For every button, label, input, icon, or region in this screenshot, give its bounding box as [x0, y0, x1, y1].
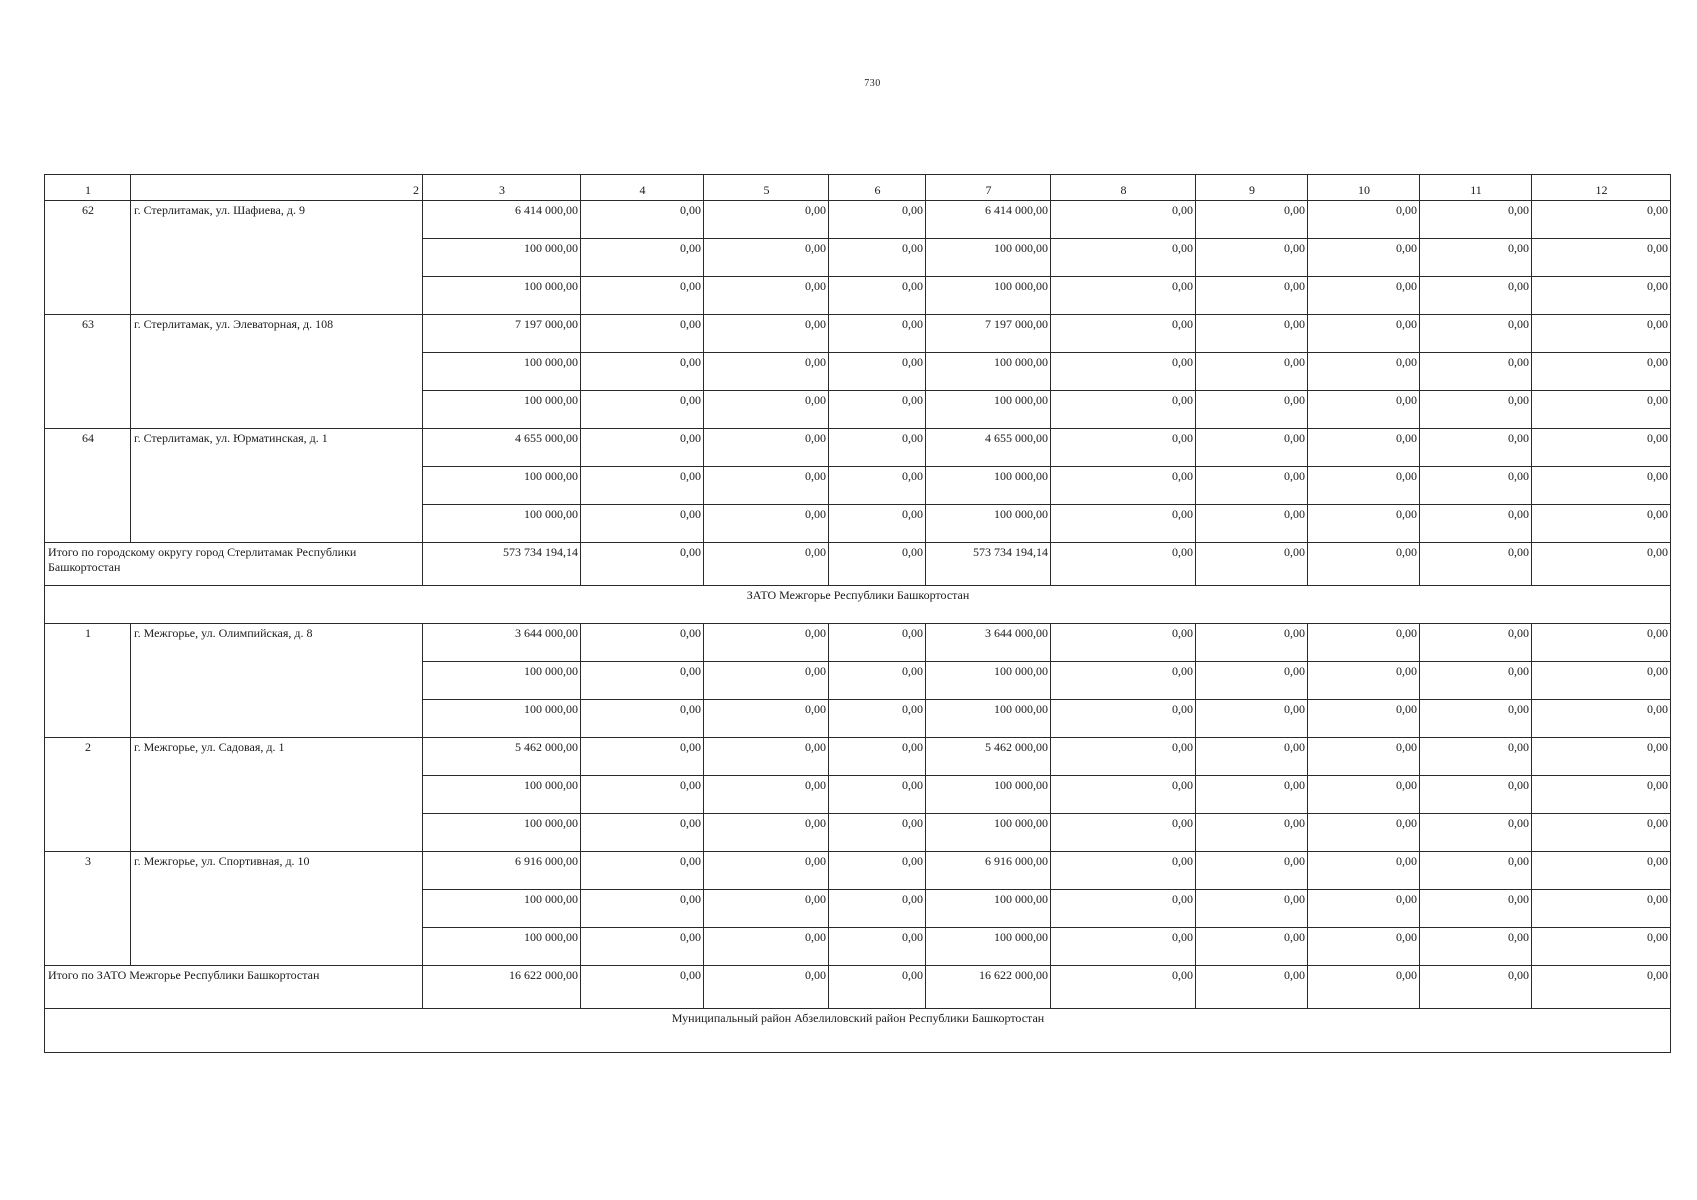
amount-cell: 0,00 — [829, 429, 926, 467]
amount-cell: 0,00 — [704, 890, 829, 928]
object-address: г. Стерлитамак, ул. Элеваторная, д. 108 — [131, 315, 423, 429]
amount-cell: 0,00 — [1420, 814, 1532, 852]
amount-cell: 0,00 — [1051, 239, 1196, 277]
amount-cell: 100 000,00 — [926, 391, 1051, 429]
column-number-9: 9 — [1196, 175, 1308, 201]
amount-cell: 7 197 000,00 — [926, 315, 1051, 353]
table-row — [45, 315, 1671, 353]
total-label: Итого по городскому округу город Стерлитамак Республики Башкортостан — [45, 543, 423, 586]
section-row — [45, 586, 1671, 624]
amount-cell: 0,00 — [1196, 467, 1308, 505]
amount-cell: 100 000,00 — [926, 890, 1051, 928]
amount-cell: 0,00 — [704, 814, 829, 852]
amount-cell: 0,00 — [704, 662, 829, 700]
total-amount-cell: 573 734 194,14 — [926, 543, 1051, 586]
amount-cell: 0,00 — [1196, 239, 1308, 277]
amount-cell: 0,00 — [1308, 890, 1420, 928]
amount-cell: 0,00 — [1532, 852, 1671, 890]
amount-cell: 0,00 — [581, 201, 704, 239]
total-amount-cell: 0,00 — [1532, 966, 1671, 1009]
amount-cell: 6 414 000,00 — [423, 201, 581, 239]
amount-cell: 0,00 — [1196, 700, 1308, 738]
amount-cell: 0,00 — [1420, 353, 1532, 391]
column-number-12: 12 — [1532, 175, 1671, 201]
amount-cell: 0,00 — [704, 391, 829, 429]
amount-cell: 4 655 000,00 — [423, 429, 581, 467]
amount-cell: 0,00 — [581, 467, 704, 505]
column-number-11: 11 — [1420, 175, 1532, 201]
amount-cell: 0,00 — [829, 315, 926, 353]
amount-cell: 100 000,00 — [926, 662, 1051, 700]
amount-cell: 100 000,00 — [423, 662, 581, 700]
amount-cell: 0,00 — [581, 353, 704, 391]
amount-cell: 0,00 — [704, 738, 829, 776]
amount-cell: 0,00 — [1051, 738, 1196, 776]
amount-cell: 0,00 — [1308, 738, 1420, 776]
amount-cell: 0,00 — [581, 700, 704, 738]
amount-cell: 0,00 — [1420, 277, 1532, 315]
amount-cell: 100 000,00 — [423, 890, 581, 928]
object-address: г. Стерлитамак, ул. Шафиева, д. 9 — [131, 201, 423, 315]
amount-cell: 0,00 — [829, 277, 926, 315]
column-number-3: 3 — [423, 175, 581, 201]
amount-cell: 0,00 — [1051, 624, 1196, 662]
amount-cell: 0,00 — [1196, 353, 1308, 391]
amount-cell: 0,00 — [1532, 277, 1671, 315]
amount-cell: 0,00 — [581, 239, 704, 277]
amount-cell: 0,00 — [1308, 814, 1420, 852]
amount-cell: 0,00 — [704, 928, 829, 966]
amount-cell: 0,00 — [1308, 391, 1420, 429]
amount-cell: 100 000,00 — [926, 928, 1051, 966]
total-amount-cell: 0,00 — [829, 966, 926, 1009]
amount-cell: 0,00 — [829, 928, 926, 966]
amount-cell: 4 655 000,00 — [926, 429, 1051, 467]
total-amount-cell: 0,00 — [704, 543, 829, 586]
amount-cell: 0,00 — [1308, 928, 1420, 966]
amount-cell: 0,00 — [1532, 624, 1671, 662]
total-amount-cell: 0,00 — [581, 543, 704, 586]
total-amount-cell: 0,00 — [1532, 543, 1671, 586]
amount-cell: 0,00 — [1308, 624, 1420, 662]
amount-cell: 100 000,00 — [926, 700, 1051, 738]
amount-cell: 100 000,00 — [926, 467, 1051, 505]
amount-cell: 0,00 — [1420, 890, 1532, 928]
amount-cell: 100 000,00 — [423, 353, 581, 391]
amount-cell: 0,00 — [581, 662, 704, 700]
amount-cell: 6 414 000,00 — [926, 201, 1051, 239]
amount-cell: 0,00 — [581, 928, 704, 966]
object-number: 62 — [45, 201, 131, 315]
amount-cell: 5 462 000,00 — [926, 738, 1051, 776]
amount-cell: 100 000,00 — [423, 239, 581, 277]
section-title: ЗАТО Межгорье Республики Башкортостан — [45, 586, 1671, 624]
amount-cell: 0,00 — [704, 277, 829, 315]
amount-cell: 0,00 — [1051, 852, 1196, 890]
total-amount-cell: 573 734 194,14 — [423, 543, 581, 586]
amount-cell: 0,00 — [829, 814, 926, 852]
total-amount-cell: 16 622 000,00 — [423, 966, 581, 1009]
amount-cell: 0,00 — [704, 776, 829, 814]
column-number-6: 6 — [829, 175, 926, 201]
amount-cell: 0,00 — [1532, 928, 1671, 966]
amount-cell: 6 916 000,00 — [926, 852, 1051, 890]
total-amount-cell: 0,00 — [1196, 543, 1308, 586]
amount-cell: 0,00 — [1196, 852, 1308, 890]
amount-cell: 0,00 — [1308, 505, 1420, 543]
amount-cell: 0,00 — [1196, 624, 1308, 662]
section-row — [45, 1009, 1671, 1053]
column-number-8: 8 — [1051, 175, 1196, 201]
total-row — [45, 543, 1671, 586]
total-amount-cell: 0,00 — [1308, 966, 1420, 1009]
amount-cell: 0,00 — [1420, 662, 1532, 700]
amount-cell: 0,00 — [704, 315, 829, 353]
amount-cell: 0,00 — [829, 239, 926, 277]
amount-cell: 0,00 — [1308, 776, 1420, 814]
amount-cell: 0,00 — [1196, 776, 1308, 814]
amount-cell: 0,00 — [1532, 467, 1671, 505]
amount-cell: 0,00 — [581, 624, 704, 662]
amount-cell: 0,00 — [1532, 391, 1671, 429]
table-row — [45, 429, 1671, 467]
amount-cell: 0,00 — [1051, 277, 1196, 315]
amount-cell: 0,00 — [1051, 890, 1196, 928]
amount-cell: 0,00 — [1051, 928, 1196, 966]
amount-cell: 0,00 — [1420, 315, 1532, 353]
amount-cell: 0,00 — [581, 890, 704, 928]
amount-cell: 100 000,00 — [926, 505, 1051, 543]
total-amount-cell: 0,00 — [581, 966, 704, 1009]
amount-cell: 0,00 — [1308, 239, 1420, 277]
amount-cell: 7 197 000,00 — [423, 315, 581, 353]
amount-cell: 0,00 — [1051, 467, 1196, 505]
amount-cell: 0,00 — [1308, 700, 1420, 738]
amount-cell: 0,00 — [581, 776, 704, 814]
object-number: 3 — [45, 852, 131, 966]
amount-cell: 0,00 — [1420, 776, 1532, 814]
amount-cell: 0,00 — [1196, 201, 1308, 239]
table-row — [45, 624, 1671, 662]
amount-cell: 0,00 — [829, 662, 926, 700]
table-row — [45, 201, 1671, 239]
amount-cell: 0,00 — [1532, 429, 1671, 467]
amount-cell: 0,00 — [581, 429, 704, 467]
amount-cell: 0,00 — [1051, 201, 1196, 239]
amount-cell: 0,00 — [704, 700, 829, 738]
amount-cell: 100 000,00 — [423, 505, 581, 543]
amount-cell: 0,00 — [704, 201, 829, 239]
amount-cell: 0,00 — [581, 315, 704, 353]
amount-cell: 0,00 — [1196, 429, 1308, 467]
amount-cell: 0,00 — [1420, 738, 1532, 776]
amount-cell: 0,00 — [1420, 467, 1532, 505]
total-amount-cell: 0,00 — [1308, 543, 1420, 586]
amount-cell: 0,00 — [829, 201, 926, 239]
header-row — [45, 175, 1671, 201]
amount-cell: 100 000,00 — [926, 239, 1051, 277]
amount-cell: 0,00 — [1196, 662, 1308, 700]
amount-cell: 0,00 — [1532, 776, 1671, 814]
table-row — [45, 738, 1671, 776]
amount-cell: 0,00 — [829, 391, 926, 429]
amount-cell: 0,00 — [1196, 738, 1308, 776]
amount-cell: 0,00 — [1420, 391, 1532, 429]
amount-cell: 0,00 — [1532, 505, 1671, 543]
amount-cell: 100 000,00 — [926, 776, 1051, 814]
amount-cell: 0,00 — [1051, 505, 1196, 543]
amount-cell: 0,00 — [704, 467, 829, 505]
object-address: г. Стерлитамак, ул. Юрматинская, д. 1 — [131, 429, 423, 543]
table-body — [45, 175, 1671, 1053]
amount-cell: 0,00 — [1051, 662, 1196, 700]
amount-cell: 0,00 — [1196, 890, 1308, 928]
amount-cell: 0,00 — [581, 505, 704, 543]
amount-cell: 100 000,00 — [423, 776, 581, 814]
object-address: г. Межгорье, ул. Спортивная, д. 10 — [131, 852, 423, 966]
amount-cell: 100 000,00 — [423, 700, 581, 738]
amount-cell: 0,00 — [1196, 277, 1308, 315]
amount-cell: 6 916 000,00 — [423, 852, 581, 890]
amount-cell: 0,00 — [1420, 928, 1532, 966]
amount-cell: 0,00 — [581, 738, 704, 776]
amount-cell: 0,00 — [829, 852, 926, 890]
amount-cell: 100 000,00 — [926, 277, 1051, 315]
amount-cell: 0,00 — [1420, 852, 1532, 890]
total-amount-cell: 16 622 000,00 — [926, 966, 1051, 1009]
object-address: г. Межгорье, ул. Садовая, д. 1 — [131, 738, 423, 852]
amount-cell: 0,00 — [704, 239, 829, 277]
amount-cell: 5 462 000,00 — [423, 738, 581, 776]
amount-cell: 0,00 — [1420, 700, 1532, 738]
amount-cell: 0,00 — [1051, 776, 1196, 814]
amount-cell: 0,00 — [1308, 467, 1420, 505]
amount-cell: 3 644 000,00 — [926, 624, 1051, 662]
amount-cell: 0,00 — [1308, 662, 1420, 700]
amount-cell: 0,00 — [829, 353, 926, 391]
amount-cell: 0,00 — [1420, 624, 1532, 662]
amount-cell: 0,00 — [829, 776, 926, 814]
amount-cell: 0,00 — [1420, 239, 1532, 277]
amount-cell: 0,00 — [1308, 852, 1420, 890]
column-number-2: 2 — [131, 175, 423, 201]
total-amount-cell: 0,00 — [1051, 543, 1196, 586]
amount-cell: 0,00 — [829, 738, 926, 776]
total-label: Итого по ЗАТО Межгорье Республики Башкортостан — [45, 966, 423, 1009]
amount-cell: 0,00 — [581, 814, 704, 852]
amount-cell: 0,00 — [1308, 429, 1420, 467]
amount-cell: 0,00 — [581, 391, 704, 429]
object-number: 1 — [45, 624, 131, 738]
amount-cell: 0,00 — [581, 277, 704, 315]
amount-cell: 0,00 — [1532, 814, 1671, 852]
amount-cell: 3 644 000,00 — [423, 624, 581, 662]
amount-cell: 100 000,00 — [926, 814, 1051, 852]
amount-cell: 0,00 — [829, 890, 926, 928]
amount-cell: 100 000,00 — [423, 814, 581, 852]
amount-cell: 0,00 — [1532, 315, 1671, 353]
amount-cell: 0,00 — [1308, 277, 1420, 315]
amount-cell: 100 000,00 — [423, 391, 581, 429]
amount-cell: 0,00 — [1532, 890, 1671, 928]
column-number-1: 1 — [45, 175, 131, 201]
amount-cell: 0,00 — [1051, 353, 1196, 391]
amount-cell: 0,00 — [1532, 738, 1671, 776]
amount-cell: 0,00 — [1532, 239, 1671, 277]
amount-cell: 100 000,00 — [926, 353, 1051, 391]
table-row — [45, 852, 1671, 890]
amount-cell: 0,00 — [829, 700, 926, 738]
amount-cell: 0,00 — [1532, 662, 1671, 700]
column-number-10: 10 — [1308, 175, 1420, 201]
amount-cell: 0,00 — [1196, 505, 1308, 543]
total-amount-cell: 0,00 — [704, 966, 829, 1009]
amount-cell: 0,00 — [1051, 391, 1196, 429]
amount-cell: 0,00 — [1308, 315, 1420, 353]
total-amount-cell: 0,00 — [829, 543, 926, 586]
object-number: 64 — [45, 429, 131, 543]
amount-cell: 0,00 — [829, 467, 926, 505]
amount-cell: 0,00 — [704, 624, 829, 662]
amount-cell: 0,00 — [1051, 429, 1196, 467]
amount-cell: 0,00 — [704, 353, 829, 391]
page-number: 730 — [864, 78, 881, 89]
amount-cell: 0,00 — [704, 429, 829, 467]
amount-cell: 0,00 — [1532, 353, 1671, 391]
amount-cell: 0,00 — [1308, 353, 1420, 391]
amount-cell: 0,00 — [581, 852, 704, 890]
total-amount-cell: 0,00 — [1051, 966, 1196, 1009]
column-number-4: 4 — [581, 175, 704, 201]
amount-cell: 0,00 — [1196, 391, 1308, 429]
total-row — [45, 966, 1671, 1009]
total-amount-cell: 0,00 — [1420, 966, 1532, 1009]
budget-table — [44, 174, 1671, 1053]
amount-cell: 0,00 — [829, 505, 926, 543]
amount-cell: 0,00 — [1196, 315, 1308, 353]
amount-cell: 0,00 — [1308, 201, 1420, 239]
amount-cell: 0,00 — [829, 624, 926, 662]
amount-cell: 0,00 — [1420, 201, 1532, 239]
column-number-5: 5 — [704, 175, 829, 201]
total-amount-cell: 0,00 — [1196, 966, 1308, 1009]
amount-cell: 0,00 — [704, 505, 829, 543]
amount-cell: 0,00 — [1196, 814, 1308, 852]
amount-cell: 0,00 — [1532, 700, 1671, 738]
object-number: 63 — [45, 315, 131, 429]
amount-cell: 0,00 — [1051, 315, 1196, 353]
column-number-7: 7 — [926, 175, 1051, 201]
amount-cell: 0,00 — [704, 852, 829, 890]
amount-cell: 0,00 — [1420, 429, 1532, 467]
amount-cell: 100 000,00 — [423, 928, 581, 966]
amount-cell: 0,00 — [1196, 928, 1308, 966]
object-number: 2 — [45, 738, 131, 852]
amount-cell: 100 000,00 — [423, 467, 581, 505]
amount-cell: 100 000,00 — [423, 277, 581, 315]
section-title: Муниципальный район Абзелиловский район Республики Башкортостан — [45, 1009, 1671, 1053]
amount-cell: 0,00 — [1051, 814, 1196, 852]
amount-cell: 0,00 — [1532, 201, 1671, 239]
total-amount-cell: 0,00 — [1420, 543, 1532, 586]
amount-cell: 0,00 — [1051, 700, 1196, 738]
object-address: г. Межгорье, ул. Олимпийская, д. 8 — [131, 624, 423, 738]
amount-cell: 0,00 — [1420, 505, 1532, 543]
